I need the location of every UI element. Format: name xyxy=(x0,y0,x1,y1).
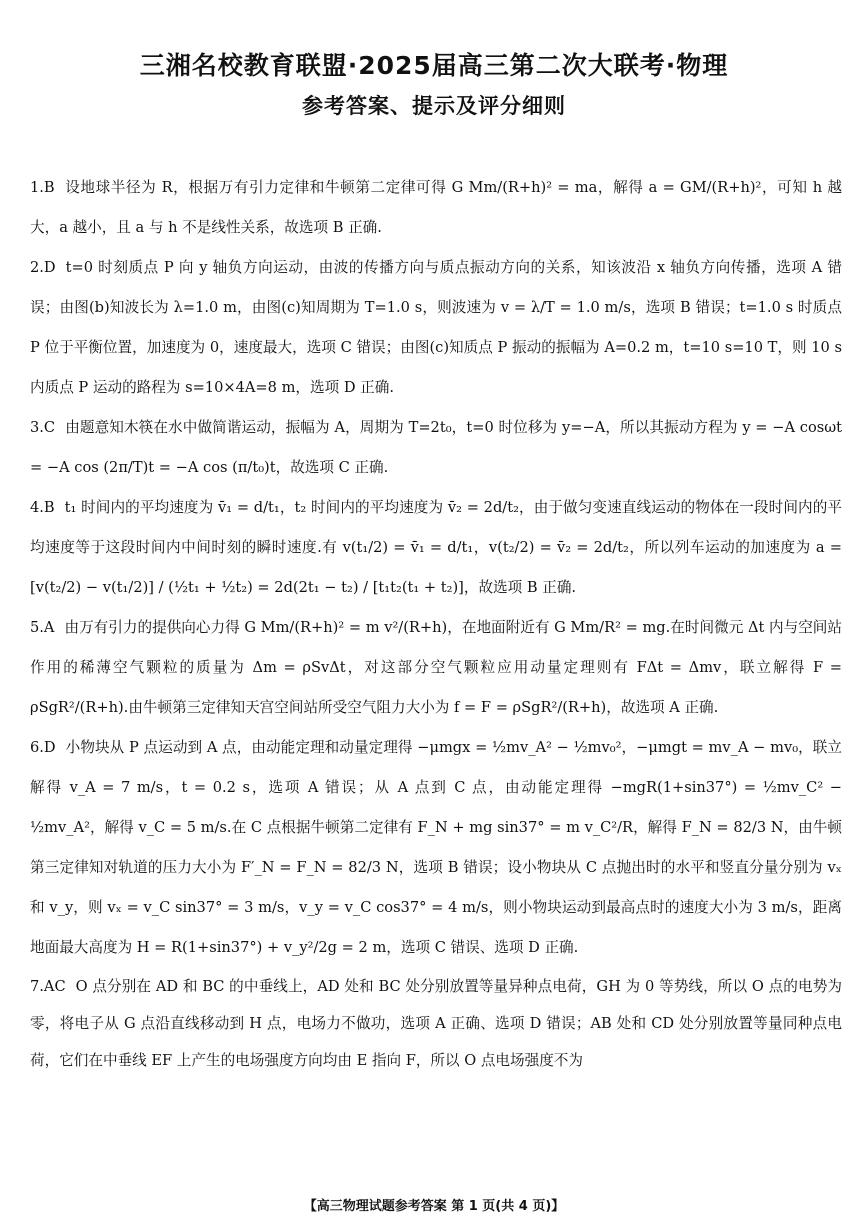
answer-number: 5.A xyxy=(30,619,55,636)
answer-text: O 点分别在 AD 和 BC 的中垂线上，AD 处和 BC 处分别放置等量异种点电荷，GH 为 0 等势线，所以 O 点的电势为零，将电子从 G 点沿直线移动到 H 点，电场力不做功，选项 A 正确、选项 D 错误；AB 处和 CD 处分别放置等量同种点电荷，它们在中垂线 EF 上产生的电场强度方向均由 E 指向 F，所以 O 点电场强度不为 xyxy=(30,978,842,1069)
answer-item-6 xyxy=(30,728,842,968)
answer-text: 设地球半径为 R，根据万有引力定律和牛顿第二定律可得 G Mm/(R+h)² = ma，解得 a = GM/(R+h)²，可知 h 越大，a 越小，且 a 与 h 不是线性关系，故选项 B 正确. xyxy=(30,179,842,236)
answer-item-5 xyxy=(30,608,842,728)
answer-item-3 xyxy=(30,408,842,488)
answer-item-1 xyxy=(30,168,842,248)
answer-number: 3.C xyxy=(30,419,56,436)
answers-body xyxy=(30,168,842,1079)
page-title: 三湘名校教育联盟·2025届高三第二次大联考·物理 xyxy=(139,51,729,80)
answer-number: 4.B xyxy=(30,499,55,516)
answer-number: 7.AC xyxy=(30,978,66,995)
answer-item-7 xyxy=(30,968,842,1079)
answer-item-4 xyxy=(30,488,842,608)
answer-item-2 xyxy=(30,248,842,408)
page-subtitle: 参考答案、提示及评分细则 xyxy=(302,94,566,118)
answer-number: 6.D xyxy=(30,739,56,756)
answer-text: 由题意知木筷在水中做简谐运动，振幅为 A，周期为 T=2t₀，t=0 时位移为 y=−A，所以其振动方程为 y = −A cosωt = −A cos (2π/T)t = −A cos (π/t₀)t，故选项 C 正确. xyxy=(30,419,842,476)
page-footer: 【高三物理试题参考答案 第 1 页(共 4 页)】 xyxy=(303,1199,565,1214)
answer-number: 1.B xyxy=(30,179,55,196)
answer-text: 小物块从 P 点运动到 A 点，由动能定理和动量定理得 −μmgx = ½mv_A² − ½mv₀²，−μmgt = mv_A − mv₀，联立解得 v_A = 7 m/s，t = 0.2 s，选项 A 错误；从 A 点到 C 点，由动能定理得 −mgR(1+sin37°) = ½mv_C² − ½mv_A²，解得 v_C = 5 m/s.在 C 点根据牛顿第二定律有 F_N + mg sin37° = m v_C²/R，解得 F_N = 82/3 N，由牛顿第三定律知对轨道的压力大小为 F′_N = F_N = 82/3 N，选项 B 错误；设小物块从 C 点抛出时的水平和竖直分量分别为 vₓ 和 v_y，则 vₓ = v_C sin37° = 3 m/s，v_y = v_C cos37° = 4 m/s，则小物块运动到最高点时的速度大小为 3 m/s，距离地面最大高度为 H = R(1+sin37°) + v_y²/2g = 2 m，选项 C 错误、选项 D 正确. xyxy=(30,739,842,956)
answer-text: t=0 时刻质点 P 向 y 轴负方向运动，由波的传播方向与质点振动方向的关系，知该波沿 x 轴负方向传播，选项 A 错误；由图(b)知波长为 λ=1.0 m，由图(c)知周期为 T=1.0 s，则波速为 v = λ/T = 1.0 m/s，选项 B 错误；t=1.0 s 时质点 P 位于平衡位置，加速度为 0，速度最大，选项 C 错误；由图(c)知质点 P 振动的振幅为 A=0.2 m，t=10 s=10 T，则 10 s 内质点 P 运动的路程为 s=10×4A=8 m，选项 D 正确. xyxy=(30,259,842,396)
answer-number: 2.D xyxy=(30,259,56,276)
answer-text: 由万有引力的提供向心力得 G Mm/(R+h)² = m v²/(R+h)，在地面附近有 G Mm/R² = mg.在时间微元 Δt 内与空间站作用的稀薄空气颗粒的质量为 Δm = ρSvΔt，对这部分空气颗粒应用动量定理则有 FΔt = Δmv，联立解得 F = ρSgR²/(R+h).由牛顿第三定律知天宫空间站所受空气阻力大小为 f = F = ρSgR²/(R+h)，故选项 A 正确. xyxy=(30,619,842,716)
answer-text: t₁ 时间内的平均速度为 v̄₁ = d/t₁，t₂ 时间内的平均速度为 v̄₂ = 2d/t₂，由于做匀变速直线运动的物体在一段时间内的平均速度等于这段时间内中间时刻的瞬时速度.有 v(t₁/2) = v̄₁ = d/t₁，v(t₂/2) = v̄₂ = 2d/t₂，所以列车运动的加速度为 a = [v(t₂/2) − v(t₁/2)] / (½t₁ + ½t₂) = 2d(2t₁ − t₂) / [t₁t₂(t₁ + t₂)]，故选项 B 正确. xyxy=(30,499,842,596)
